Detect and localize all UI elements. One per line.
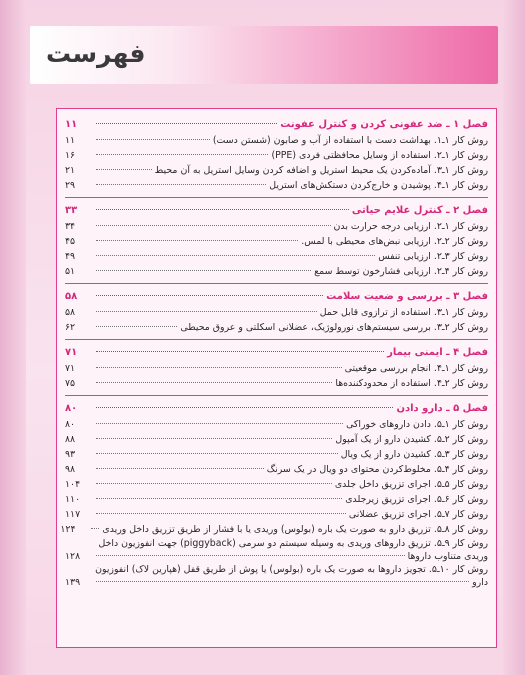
entry-title: روش کار ۱ـ۱. بهداشت دست با استفاده از آب و صابون (شستن دست) — [212, 135, 488, 146]
entry-page-number: ۱۱۰ — [65, 494, 81, 505]
entry-page-number: ۲۱ — [65, 165, 76, 176]
entry-page-number: ۱۰۴ — [65, 479, 81, 490]
leader-dots — [96, 270, 311, 271]
entry-title: روش کار ۱ـ۵. دادن داروهای خوراکی — [346, 419, 488, 430]
entry-page-number: ۱۳۹ — [65, 577, 81, 588]
leader-dots — [96, 240, 298, 241]
entry-title: روش کار ۹ـ۵. تزریق داروهای وریدی به وسیله سیستم دو سرمی (piggyback) جهت انفوزیون داخل — [98, 538, 488, 549]
entry-page-number: ۹۳ — [65, 449, 76, 460]
entry-title: روش کار ۱ـ۳. استفاده از ترازوی قابل حمل — [319, 307, 488, 318]
chapter-page-number: ۵۸ — [65, 291, 78, 302]
entry-page-number: ۴۵ — [65, 236, 76, 247]
section-divider — [65, 339, 488, 340]
entry-page-number: ۱۶ — [65, 150, 76, 161]
toc-entry[interactable] — [65, 264, 488, 279]
leader-dots — [96, 154, 268, 155]
entry-title-continued: دارو — [472, 577, 488, 588]
entry-page-number: ۱۱۷ — [65, 509, 81, 520]
leader-dots — [96, 453, 338, 454]
toc-entry[interactable] — [65, 376, 488, 391]
entry-page-number: ۵۸ — [65, 307, 76, 318]
toc-entry[interactable] — [65, 462, 488, 477]
chapter-heading[interactable] — [65, 117, 488, 133]
leader-dots — [96, 438, 332, 439]
leader-dots — [96, 209, 349, 210]
toc-entry[interactable] — [65, 477, 488, 492]
entry-title: روش کار ۱ـ۴. انجام بررسی موقعیتی — [344, 363, 488, 374]
chapter-page-number: ۱۱ — [65, 119, 78, 130]
entry-title: روش کار ۱ـ۳. آماده‌کردن یک محیط استریل و اضافه کردن وسایل استریل به آن محیط — [154, 165, 488, 176]
section-divider — [65, 197, 488, 198]
leader-dots — [96, 483, 332, 484]
entry-title: روش کار ۱۰ـ۵. تجویز داروها به صورت یک باره (بولوس) یا پوش از طریق قفل (هپارین لاک) انفوزیون — [95, 564, 488, 575]
chapter-heading[interactable] — [65, 345, 488, 361]
toc-entry[interactable] — [65, 492, 488, 507]
leader-dots — [96, 184, 266, 185]
chapter-title: فصل ۵ ـ دارو دادن — [396, 403, 488, 414]
leader-dots — [96, 311, 317, 312]
leader-dots — [96, 139, 210, 140]
leader-dots — [96, 255, 375, 256]
toc-entry[interactable] — [65, 178, 488, 193]
toc-entry[interactable] — [65, 432, 488, 447]
section-divider — [65, 283, 488, 284]
entry-page-number: ۱۱ — [65, 135, 76, 146]
toc-entry[interactable] — [65, 417, 488, 432]
entry-page-number: ۷۱ — [65, 363, 76, 374]
entry-page-number: ۷۵ — [65, 378, 76, 389]
toc-entry[interactable] — [60, 522, 488, 537]
entry-page-number: ۸۸ — [65, 434, 76, 445]
entry-title: روش کار ۲ـ۵. کشیدن دارو از یک آمپول — [335, 434, 488, 445]
toc-entry[interactable] — [65, 219, 488, 234]
leader-dots — [96, 555, 405, 556]
section-divider — [65, 395, 488, 396]
leader-dots — [96, 407, 393, 408]
entry-page-number: ۳۴ — [65, 221, 76, 232]
leader-dots — [96, 382, 332, 383]
chapter-heading[interactable] — [65, 203, 488, 219]
toc-entry[interactable] — [65, 133, 488, 148]
toc-entry[interactable] — [65, 249, 488, 264]
entry-page-number: ۱۲۴ — [60, 524, 76, 535]
chapter-title: فصل ۳ ـ بررسی و ضعیت سلامت — [326, 291, 488, 302]
leader-dots — [96, 351, 384, 352]
entry-title: روش کار ۱ـ۲. ارزیابی درجه حرارت بدن — [333, 221, 488, 232]
entry-title: روش کار ۳ـ۲. ارزیابی تنفس — [378, 251, 488, 262]
toc-entry[interactable] — [65, 447, 488, 462]
entry-title: روش کار ۲ـ۴. استفاده از محدودکننده‌ها — [335, 378, 488, 389]
leader-dots — [96, 295, 323, 296]
entry-title: روش کار ۲ـ۲. ارزیابی نبض‌های محیطی با لمس. — [301, 236, 488, 247]
leader-dots — [96, 326, 177, 327]
toc-list — [60, 117, 488, 589]
entry-title: روش کار ۳ـ۵. کشیدن دارو از یک ویال — [340, 449, 488, 460]
chapter-heading[interactable] — [65, 401, 488, 417]
leader-dots — [96, 468, 264, 469]
entry-page-number: ۶۲ — [65, 322, 76, 333]
entry-page-number: ۹۸ — [65, 464, 76, 475]
toc-entry[interactable] — [65, 563, 488, 589]
leader-dots — [96, 423, 343, 424]
chapter-page-number: ۷۱ — [65, 347, 78, 358]
chapter-title: فصل ۱ ـ ضد عفونی کردن و کنترل عفونت — [280, 119, 488, 130]
entry-page-number: ۲۹ — [65, 180, 76, 191]
entry-title: روش کار ۷ـ۵. اجرای تزریق عضلانی — [348, 509, 488, 520]
toc-entry[interactable] — [65, 320, 488, 335]
toc-entry[interactable] — [65, 305, 488, 320]
leader-dots — [96, 581, 469, 582]
entry-title: روش کار ۵ـ۵. اجرای تزریق داخل جلدی — [334, 479, 488, 490]
entry-title: روش کار ۴ـ۲. ارزیابی فشارخون توسط سمع — [314, 266, 488, 277]
entry-page-number: ۴۹ — [65, 251, 76, 262]
page-title: فهرست — [46, 39, 146, 68]
page-edge-right — [503, 0, 525, 675]
leader-dots — [96, 498, 342, 499]
toc-entry[interactable] — [65, 234, 488, 249]
entry-page-number: ۵۱ — [65, 266, 76, 277]
page-edge-left — [0, 0, 26, 675]
entry-title: روش کار ۱ـ۴. پوشیدن و خارج‌کردن دستکش‌های استریل — [269, 180, 488, 191]
toc-entry[interactable] — [65, 537, 488, 563]
entry-title: روش کار ۱ـ۲. استفاده از وسایل محافظتی فردی (PPE) — [271, 150, 488, 161]
toc-entry[interactable] — [65, 507, 488, 522]
entry-title: روش کار ۶ـ۵. اجرای تزریق زیرجلدی — [345, 494, 488, 505]
table-of-contents — [56, 108, 497, 648]
toc-entry[interactable] — [65, 148, 488, 163]
entry-title: روش کار ۸ـ۵. تزریق دارو به صورت یک باره (بولوس) وریدی یا با فشار از طریق تزریق داخل وریدی — [102, 524, 488, 535]
chapter-page-number: ۳۳ — [65, 205, 78, 216]
leader-dots — [96, 513, 346, 514]
entry-title-continued: وریدی متناوب داروها — [407, 551, 488, 562]
entry-title: روش کار ۲ـ۳. بررسی سیستم‌های نورولوژیک، عضلانی اسکلتی و عروق محیطی — [180, 322, 488, 333]
entry-page-number: ۸۰ — [65, 419, 76, 430]
toc-entry[interactable] — [65, 163, 488, 178]
leader-dots — [96, 367, 342, 368]
leader-dots — [96, 225, 331, 226]
leader-dots — [96, 123, 277, 124]
chapter-heading[interactable] — [65, 289, 488, 305]
leader-dots — [91, 528, 99, 529]
entry-title: روش کار ۴ـ۵. مخلوط‌کردن محتوای دو ویال در یک سرنگ — [266, 464, 488, 475]
toc-entry[interactable] — [65, 361, 488, 376]
chapter-title: فصل ۲ ـ کنترل علایم حیاتی — [351, 205, 488, 216]
leader-dots — [96, 169, 152, 170]
entry-page-number: ۱۲۸ — [65, 551, 81, 562]
chapter-title: فصل ۴ ـ ایمنی بیمار — [387, 347, 488, 358]
chapter-page-number: ۸۰ — [65, 403, 78, 414]
